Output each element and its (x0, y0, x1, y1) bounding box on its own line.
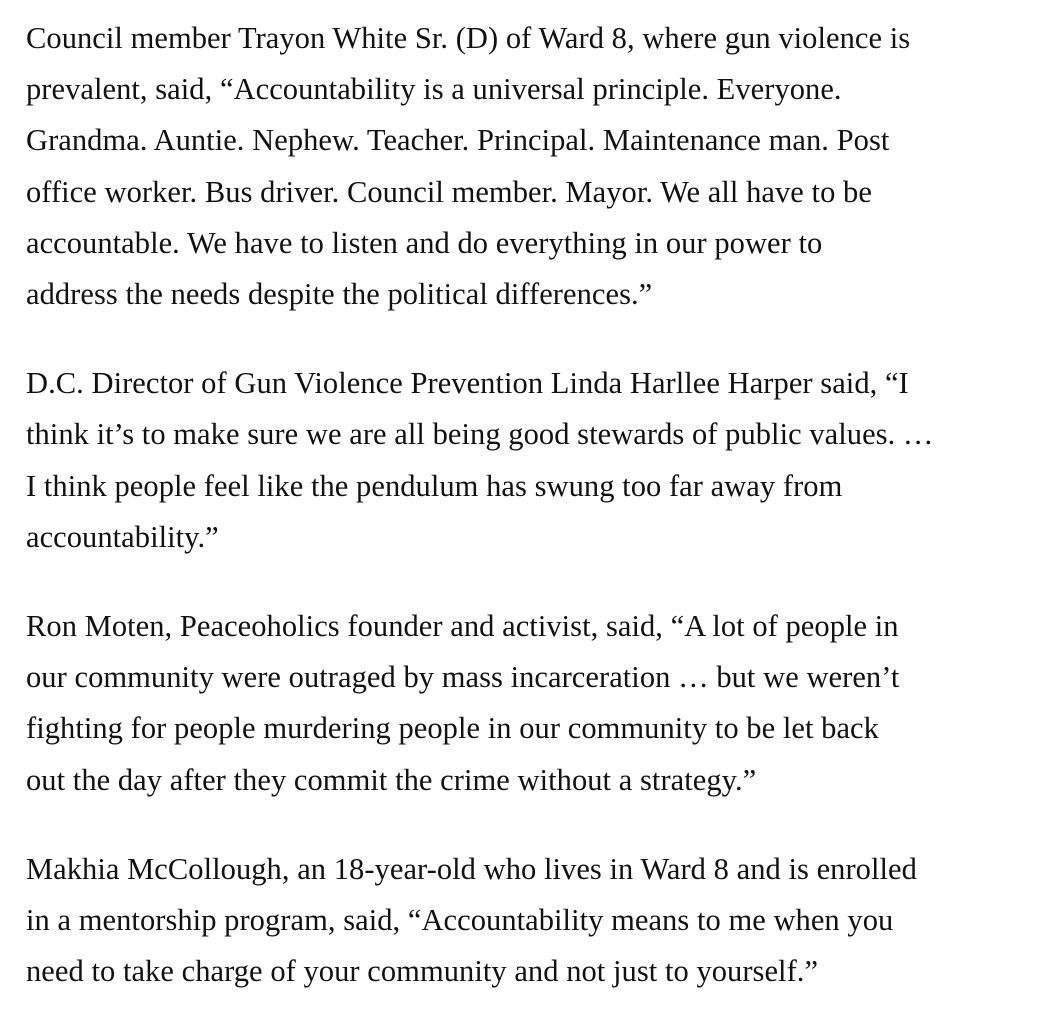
paragraph-line: out the day after they commit the crime without a strategy.” (26, 762, 757, 797)
paragraph-line: accountable. We have to listen and do everything in our power to (26, 225, 823, 260)
paragraph-line: need to take charge of your community and not just to yourself.” (26, 954, 819, 989)
paragraph-line: accountability.” (26, 519, 219, 554)
paragraph-line: think it’s to make sure we are all being good stewards of public values. … (26, 417, 934, 452)
paragraph-line: Makhia McCollough, an 18-year-old who lives in Ward 8 and is enrolled (26, 851, 917, 886)
paragraph-line: our community were outraged by mass incarceration … but we weren’t (26, 660, 900, 695)
paragraph-linda-harllee-harper-quote (26, 358, 1038, 563)
paragraph-line: Council member Trayon White Sr. (D) of Ward 8, where gun violence is (26, 21, 911, 55)
paragraph-line: prevalent, said, “Accountability is a universal principle. Everyone. (26, 72, 842, 107)
paragraph-ron-moten-quote (26, 601, 1038, 806)
paragraph-makhia-mccollough-quote (26, 844, 1038, 998)
paragraph-line: Grandma. Auntie. Nephew. Teacher. Principal. Maintenance man. Post (26, 123, 890, 158)
paragraph-line: in a mentorship program, said, “Accountability means to me when you (26, 903, 894, 938)
paragraph-line: D.C. Director of Gun Violence Prevention Linda Harllee Harper said, “I (26, 366, 909, 401)
paragraph-trayon-white-quote (26, 13, 1038, 320)
paragraph-line: address the needs despite the political differences.” (26, 277, 653, 312)
paragraph-line: I think people feel like the pendulum has swung too far away from (26, 468, 843, 503)
paragraph-line: office worker. Bus driver. Council member. Mayor. We all have to be (26, 174, 872, 209)
paragraph-line: fighting for people murdering people in our community to be let back (26, 711, 879, 746)
paragraph-line: Ron Moten, Peaceoholics founder and activist, said, “A lot of people in (26, 609, 899, 644)
